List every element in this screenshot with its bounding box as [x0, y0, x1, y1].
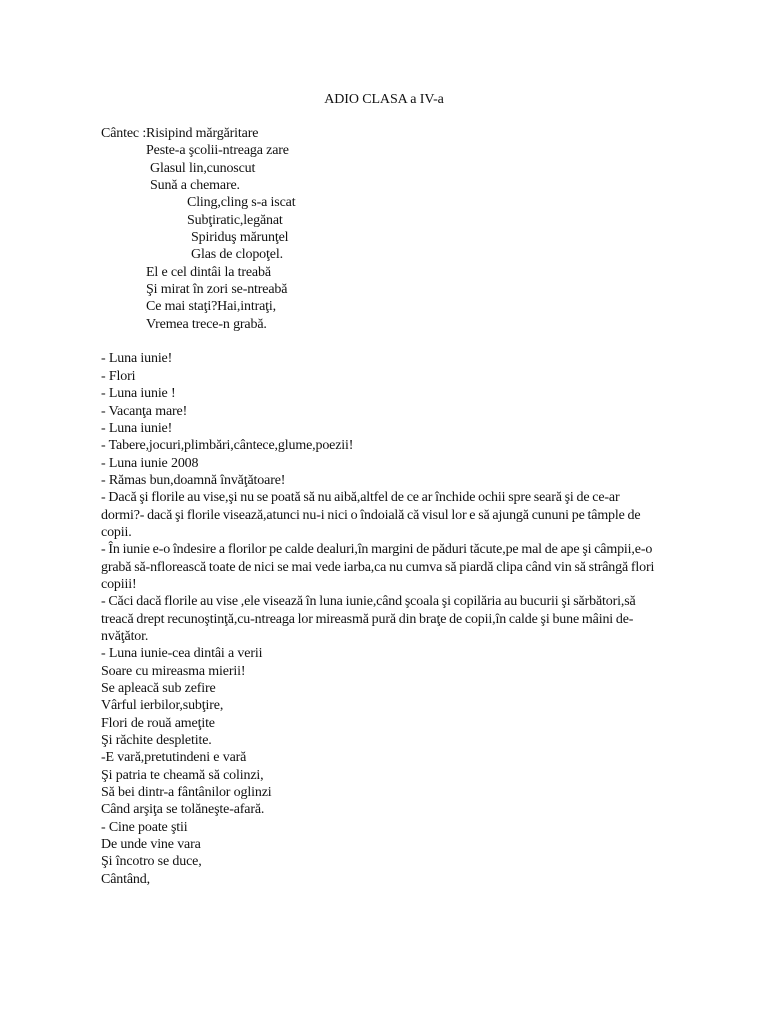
document-body	[101, 125, 661, 888]
dialogue-line: - Flori	[101, 368, 136, 384]
verse-line: -E vară,pretutindeni e vară	[101, 750, 247, 766]
verse-line: Soare cu mireasma mierii!	[101, 663, 246, 679]
verse-line: Flori de rouă ameţite	[101, 715, 215, 731]
song-line: Ce mai staţi?Hai,intraţi,	[146, 299, 276, 315]
dialogue-line: - Luna iunie !	[101, 386, 176, 402]
dialogue-line: - Luna iunie!	[101, 420, 173, 436]
verse-line: - Cine poate ştii	[101, 819, 188, 835]
prose-paragraph: - În iunie e-o îndesire a florilor pe calde dealuri,în margini de păduri tăcute,pe mal de ape şi câmpii,e-o grabă să-nflorească toate de nici se mai vede iarba,ca nu cumva să piardă clipa când vin să strângă flori copiii!	[101, 542, 655, 592]
verse-line: Şi răchite despletite.	[101, 733, 212, 749]
verse-line: - Luna iunie-cea dintâi a verii	[101, 646, 263, 662]
song-line: Şi mirat în zori se-ntreabă	[146, 282, 288, 298]
dialogue-line: - Luna iunie!	[101, 351, 173, 367]
song-line: Sună a chemare.	[150, 178, 240, 194]
verse-line: Se apleacă sub zefire	[101, 681, 216, 696]
song-line: Peste-a şcolii-ntreaga zare	[146, 143, 289, 159]
song-first-line: Cântec :Risipind mărgăritare	[101, 126, 259, 141]
song-line: Glasul lin,cunoscut	[150, 160, 256, 176]
verse-line: De unde vine vara	[101, 837, 201, 853]
song-line: El e cel dintâi la treabă	[146, 264, 271, 280]
dialogue-line: - Tabere,jocuri,plimbări,cântece,glume,poezii!	[101, 438, 354, 454]
prose-paragraph: - Dacă şi florile au vise,şi nu se poată să nu aibă,altfel de ce ar închide ochii spre seară şi de ce-ar dormi?- dacă şi florile visează,atunci nu-i nici o îndoială că visul lor e să ajungă cununi pe tâmple de copii.	[101, 490, 641, 540]
spacer	[101, 333, 661, 350]
verse-line: Şi patria te cheamă să colinzi,	[101, 767, 264, 783]
verse-line: Cântând,	[101, 871, 150, 887]
verse-line: Vârful ierbilor,subţire,	[101, 698, 224, 714]
document-title: ADIO CLASA a IV-a	[324, 92, 444, 107]
song-line: Glas de clopoţel.	[191, 247, 283, 263]
song-line: Cling,cling s-a iscat	[187, 195, 296, 211]
dialogue-line: - Vacanţa mare!	[101, 403, 188, 419]
verse-line: Când arşiţa se tolăneşte-afară.	[101, 802, 265, 818]
song-line: Subţiratic,legănat	[187, 212, 283, 228]
verse-line: Şi încotro se duce,	[101, 854, 202, 870]
verse-line: Să bei dintr-a fântânilor oglinzi	[101, 785, 272, 801]
dialogue-line: - Rămas bun,doamnă învăţătoare!	[101, 472, 286, 488]
song-line: Spiriduş mărunţel	[191, 230, 289, 246]
dialogue-line: - Luna iunie 2008	[101, 455, 199, 471]
prose-paragraph: - Căci dacă florile au vise ,ele visează în luna iunie,când şcoala şi copilăria au bucurii şi sărbători,să treacă drept recunoştinţă,cu-ntreaga lor mireasmă pură din braţe de copii,în calde şi bune mâini de-nvăţător.	[101, 594, 636, 644]
song-line: Vremea trece-n grabă.	[146, 316, 267, 332]
